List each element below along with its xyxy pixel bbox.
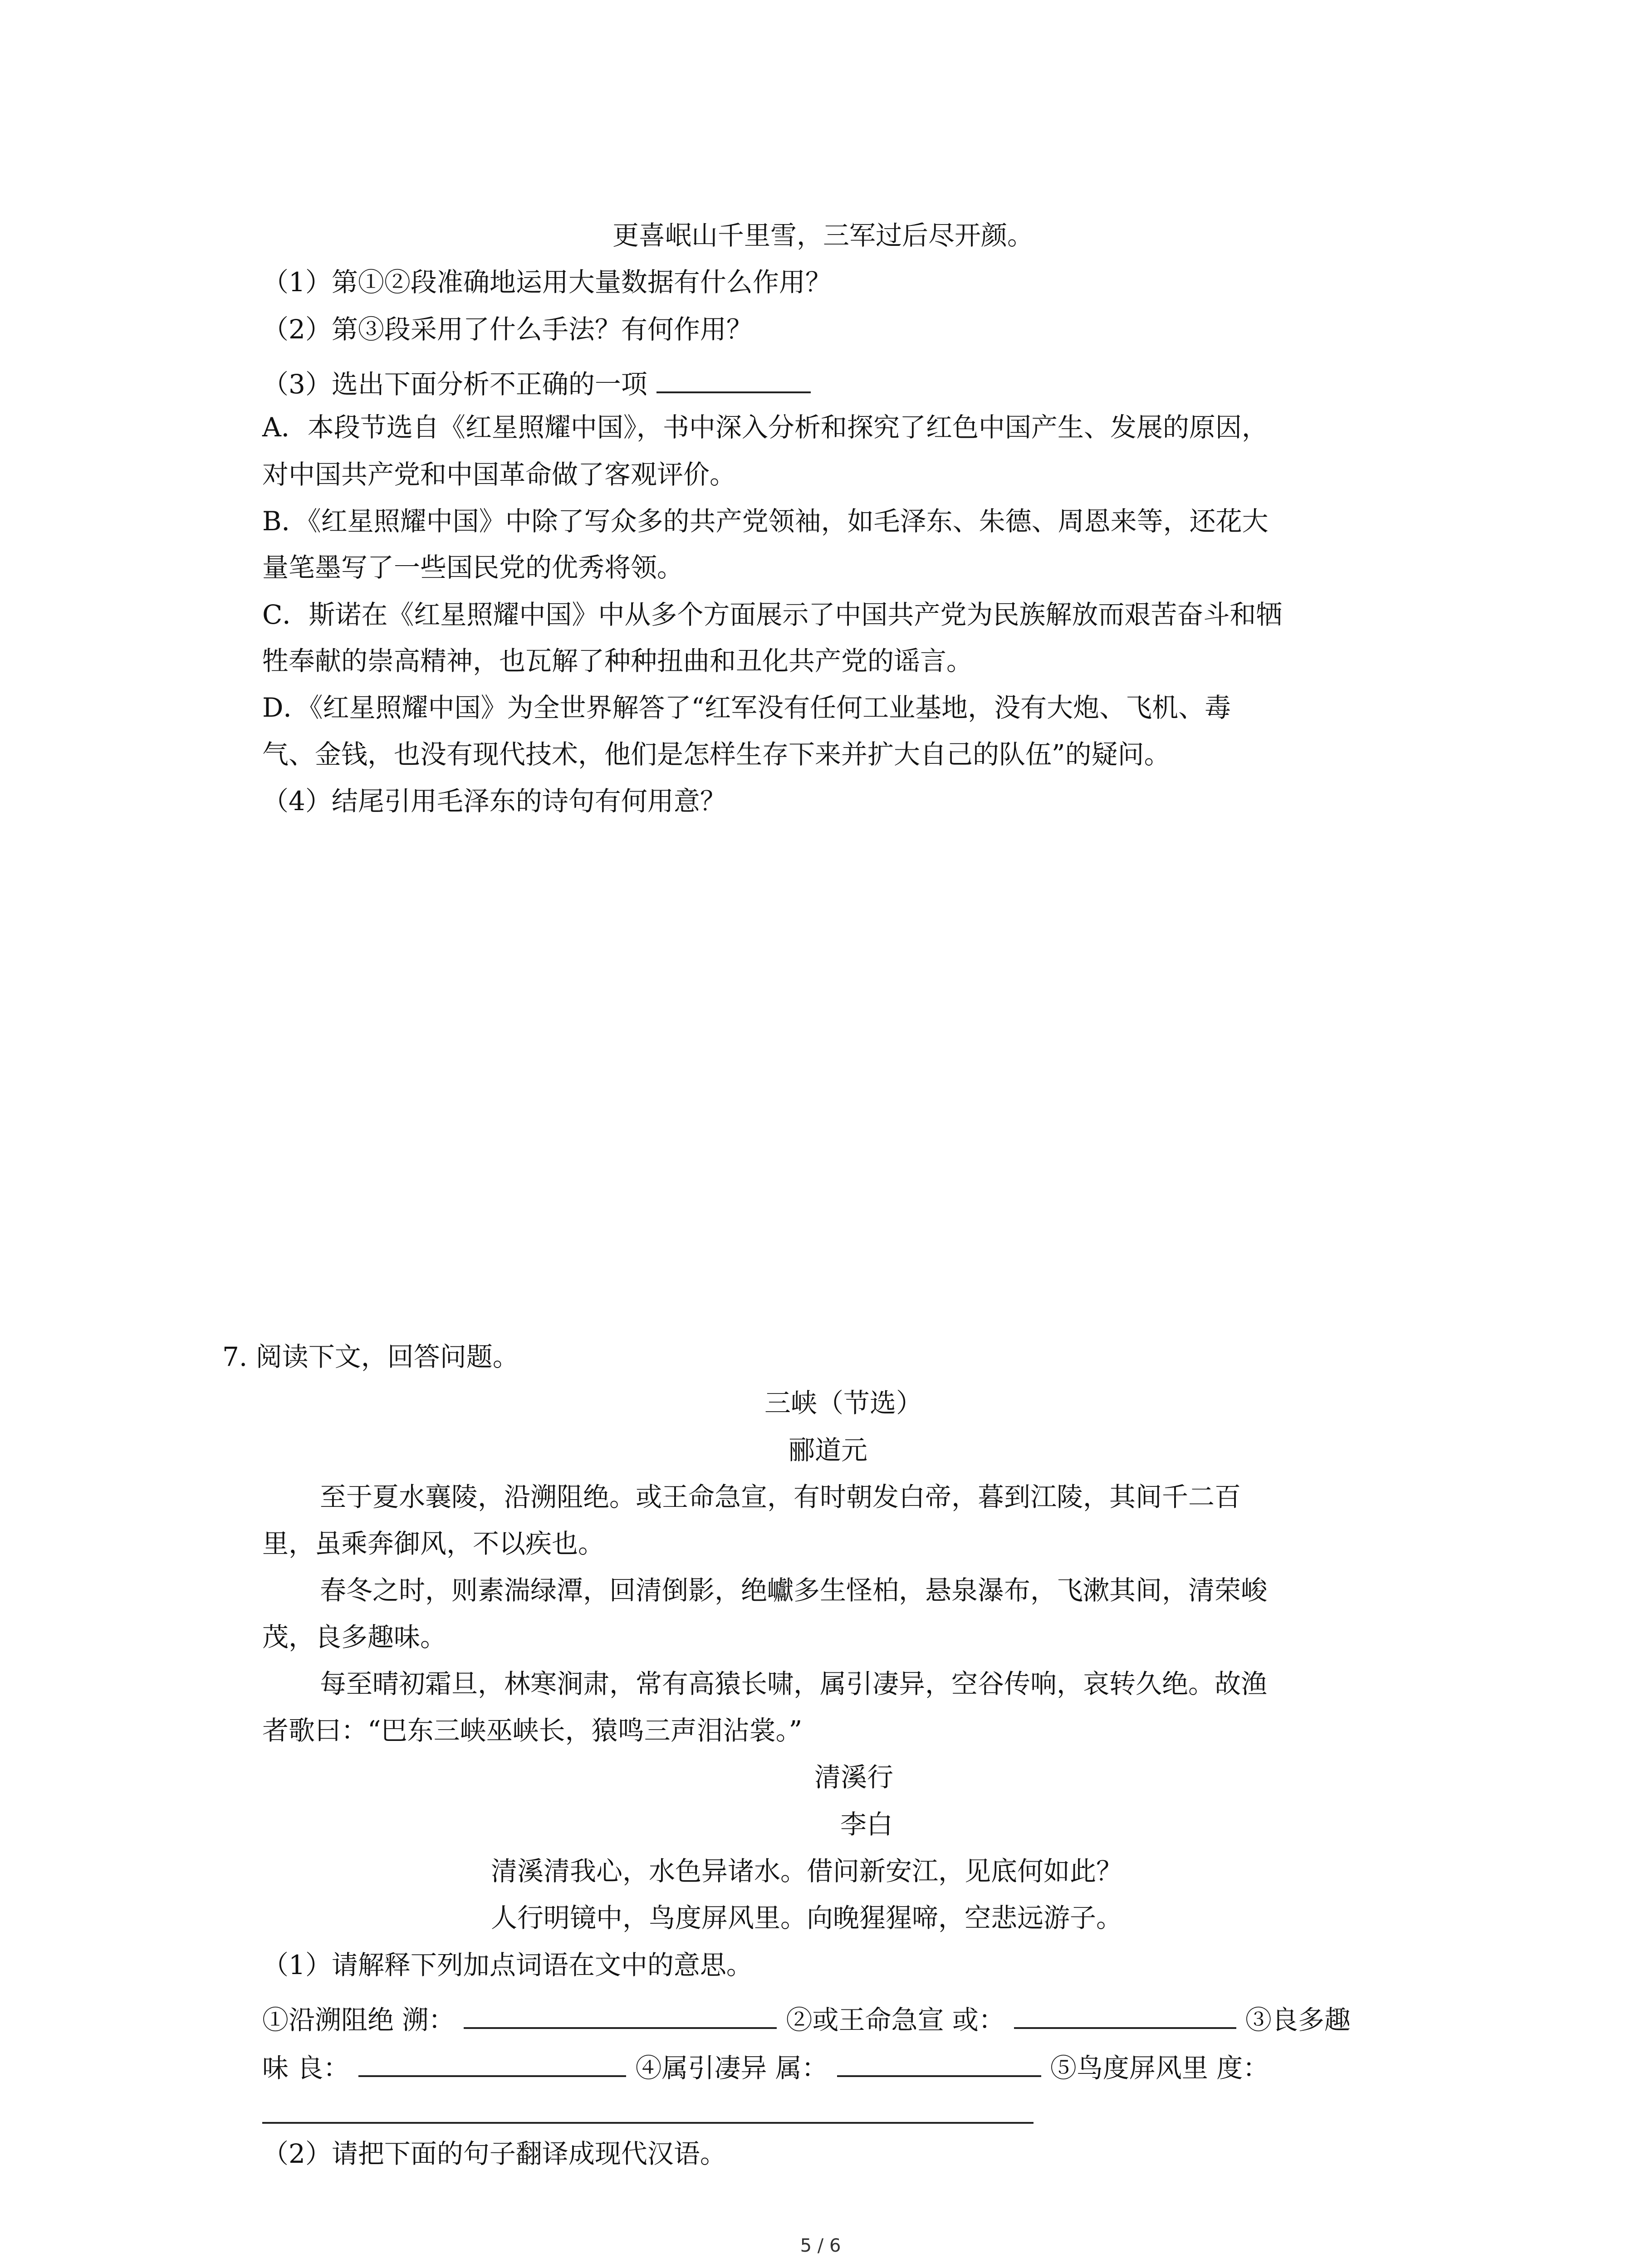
vocab-row-1	[262, 2001, 1351, 2033]
answer-blank-2[interactable]	[1014, 2001, 1236, 2029]
option-c-line-2: 牲奉献的崇高精神，也瓦解了种种扭曲和丑化共产党的谣言。	[262, 645, 973, 676]
vocab-row-2	[262, 2049, 1269, 2081]
poem-line-2: 人行明镜中，鸟度屏风里。向晚猩猩啼，空悲远游子。	[491, 1902, 1123, 1933]
page-number: 5 / 6	[800, 2235, 841, 2256]
option-d-line-1: D．《红星照耀中国》为全世界解答了“红军没有任何工业基地，没有大炮、飞机、毒	[262, 692, 1231, 723]
option-b-line-2: 量笔墨写了一些国民党的优秀将领。	[262, 552, 684, 583]
answer-blank-5[interactable]	[262, 2122, 1034, 2124]
text1-title: 三峡（节选）	[764, 1388, 923, 1418]
text2-author: 李白	[840, 1809, 893, 1840]
paragraph-1-line-1: 至于夏水襄陵，沿溯阻绝。或王命急宣，有时朝发白帝，暮到江陵，其间千二百	[320, 1481, 1241, 1512]
question-2: （2）第③段采用了什么手法？有何作用？	[262, 314, 753, 345]
option-c-line-1: C．斯诺在《红星照耀中国》中从多个方面展示了中国共产党为民族解放而艰苦奋斗和牺	[262, 599, 1283, 630]
vocab-item-4: ④属引凄异 属：	[635, 2053, 828, 2083]
answer-blank-3[interactable]	[358, 2049, 626, 2077]
paragraph-3-line-1: 每至晴初霜旦，林寒涧肃，常有高猿长啸，属引凄异，空谷传响，哀转久绝。故渔	[320, 1668, 1268, 1699]
poem-line-1: 清溪清我心，水色异诸水。借问新安江，见底何如此？	[491, 1856, 1123, 1887]
paragraph-1-line-2: 里，虽乘奔御风，不以疾也。	[262, 1528, 605, 1559]
text2-title: 清溪行	[814, 1762, 894, 1793]
sub-question-1: （1）请解释下列加点词语在文中的意思。	[262, 1950, 753, 1980]
answer-blank-4[interactable]	[837, 2049, 1041, 2077]
text1-author: 郦道元	[789, 1435, 868, 1466]
vocab-item-5: ⑤鸟度屏风里 度：	[1050, 2053, 1269, 2083]
question-3-text: （3）选出下面分析不正确的一项	[262, 369, 647, 400]
option-b-line-1: B．《红星照耀中国》中除了写众多的共产党领袖，如毛泽东、朱德、周恩来等，还花大	[262, 506, 1269, 537]
option-d-line-2: 气、金钱，也没有现代技术，他们是怎样生存下来并扩大自己的队伍”的疑问。	[262, 739, 1171, 770]
vocab-item-3b: 味 良：	[262, 2053, 350, 2083]
paragraph-3-line-2: 者歌曰：“巴东三峡巫峡长，猿鸣三声泪沾裳。”	[262, 1715, 803, 1746]
option-a-line-2: 对中国共产党和中国革命做了客观评价。	[262, 459, 736, 490]
vocab-item-1: ①沿溯阻绝 溯：	[262, 2004, 455, 2035]
q7-stem: 7. 阅读下文，回答问题。	[222, 1341, 519, 1372]
poem-line: 更喜岷山千里雪，三军过后尽开颜。	[612, 220, 1034, 251]
option-a-line-1: A．本段节选自《红星照耀中国》，书中深入分析和探究了红色中国产生、发展的原因，	[262, 412, 1268, 443]
question-3	[262, 365, 811, 400]
vocab-item-2: ②或王命急宣 或：	[786, 2004, 1005, 2035]
sub-question-2: （2）请把下面的句子翻译成现代汉语。	[262, 2138, 726, 2169]
answer-blank-q3[interactable]	[656, 365, 811, 393]
answer-blank-1[interactable]	[464, 2001, 777, 2029]
paragraph-2-line-1: 春冬之时，则素湍绿潭，回清倒影，绝巘多生怪柏，悬泉瀑布，飞漱其间，清荣峻	[320, 1575, 1268, 1606]
vocab-item-3a: ③良多趣	[1245, 2004, 1351, 2035]
question-4: （4）结尾引用毛泽东的诗句有何用意？	[262, 786, 726, 816]
paragraph-2-line-2: 茂，良多趣味。	[262, 1622, 447, 1652]
question-1: （1）第①②段准确地运用大量数据有什么作用？	[262, 267, 832, 298]
